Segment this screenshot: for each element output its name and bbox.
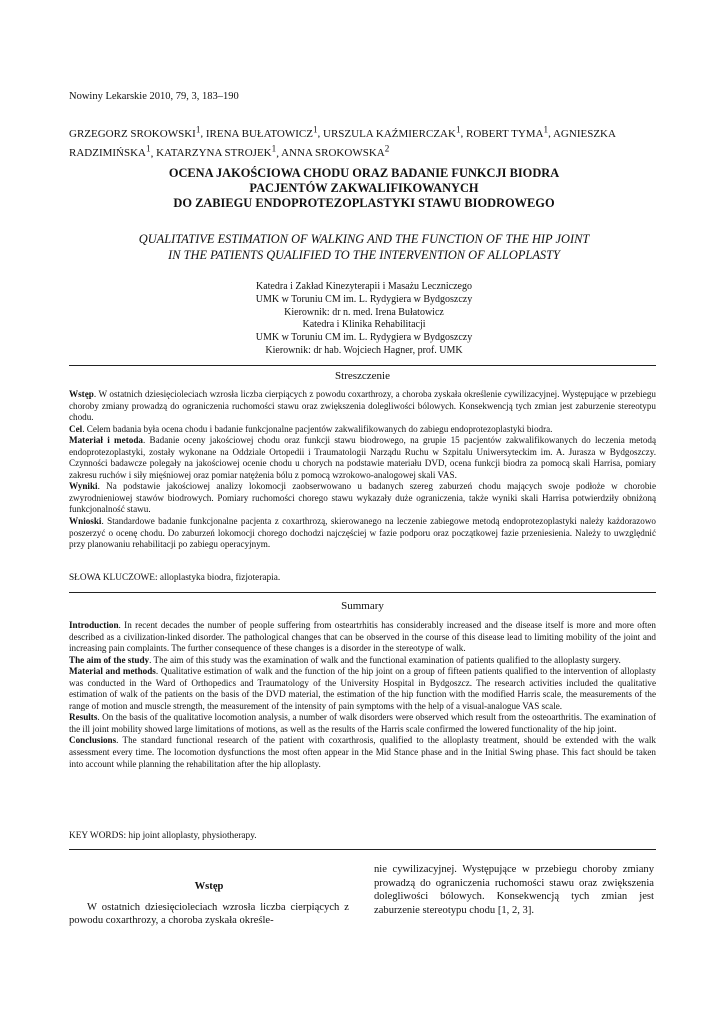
abstract-paragraph: Conclusions. The standard functional research of the patient with coxarthrosis, qualified to the alloplasty treatment, should be extended with the walk assessment every time. The locomotion dysfunctions the most often appear in the Mid Stance phase and in the Initial Swing phase. This fact should be taken into account while planning the rehabilitation after the hip alloplasty. — [69, 735, 656, 769]
author-list: GRZEGORZ SROKOWSKI$^1$, IRENA BUŁATOWICZ$^1$, URSZULA KAŹMIERCZAK$^1$, ROBERT TYMA$^1$, AGNIESZKA RADZIMIŃSKA$^1$, KATARZYNA STROJEK$^1$, ANNA SROKOWSKA$^2$ — [69, 124, 616, 160]
abstract-paragraph: Material and methods. Qualitative estimation of walk and the function of the hip joint on a group of fifteen patients qualified to the intervention of alloplasty was conducted in the Ward of Orthopedics and Traumatology of the University Hospital in Bydgoszcz. The research activities included the qualitative estimation of walk of the patients on the basis of the DVD material, the estimation of the hip function with the modified Harris scale, the measurements of the range of motion and muscle strength, the measurement of the intensity of pain symptoms with the help of a visual-analogue VAS scale. — [69, 666, 656, 711]
abstract-paragraph: Wyniki. Na podstawie jakościowej analizy lokomocji zaobserwowano u badanych szereg zaburzeń chodu mających swoje podłoże w chorobie zwyrodnieniowej stawów biodrowych. Pomiary ruchomości chorego stawu wykazały duże ograniczenia, także wyniki skali Harrisa potwierdziły obniżoną funkcjonalność stawu. — [69, 481, 656, 515]
divider — [69, 592, 656, 593]
abstract-polish — [69, 389, 656, 551]
abstract-paragraph: The aim of the study. The aim of this study was the examination of walk and the functional examination of patients qualified to the alloplasty surgery. — [69, 654, 621, 665]
author: GRZEGORZ SROKOWSKI$^1$ — [69, 124, 201, 140]
author: URSZULA KAŹMIERCZAK$^1$ — [323, 124, 461, 140]
divider — [69, 365, 656, 366]
abstract-paragraph: Wnioski. Standardowe badanie funkcjonalne pacjenta z coxarthrozą, skierowanego na leczenie zabiegowe metodą endoprotezoplastyki należy każdorazowo poszerzyć o ocenę chodu. Do zaburzeń lokomocji chorego dochodzi najczęściej w fazie podporu oraz początkowej fazie przeniesienia. Należy to uwzględnić przy planowaniu rehabilitacji po zabiegu operacyjnym. — [69, 516, 656, 550]
author: ROBERT TYMA$^1$ — [466, 124, 549, 140]
section-heading: Wstęp — [194, 881, 224, 892]
body-paragraph: nie cywilizacyjnej. Występujące w przebiegu choroby zmiany prowadzą do ograniczenia ruchomości stawu oraz zwiększenia dolegliwości bólowych. Konsekwencją tych zmian jest zaburzenie stereotypu chodu [1, 2, 3]. — [374, 864, 654, 916]
summary-heading: Summary — [341, 600, 384, 612]
divider — [69, 849, 656, 850]
title-english: QUALITATIVE ESTIMATION OF WALKING AND THE FUNCTION OF THE HIP JOINT IN THE PATIENTS QUALIFIED TO THE INTERVENTION OF ALLOPLASTY — [138, 232, 590, 262]
affiliation: Katedra i Zakład Kinezyterapii i Masażu Leczniczego UMK w Toruniu CM im. L. Rydygiera w Bydgoszczy Kierownik: dr n. med. Irena Bułatowicz Katedra i Klinika Rehabilitacji UMK w Toruniu CM im. L. Rydygiera w Bydgoszczy Kierownik: dr hab. Wojciech Hagner, prof. UMK — [255, 281, 473, 356]
title-polish: OCENA JAKOŚCIOWA CHODU ORAZ BADANIE FUNKCJI BIODRA PACJENTÓW ZAKWALIFIKOWANYCH DO ZABIEGU ENDOPROTEZOPLASTYKI STAWU BIODROWEGO — [168, 166, 560, 210]
body-column-left — [69, 880, 349, 928]
author: IRENA BUŁATOWICZ$^1$ — [205, 124, 318, 140]
streszczenie-heading: Streszczenie — [335, 370, 390, 382]
abstract-paragraph: Materiał i metoda. Badanie oceny jakościowej chodu oraz funkcji stawu biodrowego, na grupie 15 pacjentów zakwalifikowanych do leczenia metodą endoprotezoplastyki, zostały wykonane na Oddziale Ortopedii i Traumatologii Narządu Ruchu w Szpitalu Uniwersyteckim im. A. Jurasza w Bydgoszczy. Czynności badawcze polegały na jakościowej ocenie chodu u chorych na podstawie materiału DVD, ocena funkcji biodra za pomocą skali Harrisa, pomiary zakresu ruchów i siły mięśniowej oraz pomiar natężenia bólu z pomocą wzrokowo-analogowej skali VAS. — [69, 435, 656, 480]
journal-citation: Nowiny Lekarskie 2010, 79, 3, 183–190 — [69, 91, 239, 102]
body-column-right — [374, 863, 654, 917]
keywords-polish: SŁOWA KLUCZOWE: alloplastyka biodra, fizjoterapia. — [69, 573, 281, 583]
keywords-english: KEY WORDS: hip joint alloplasty, physiotherapy. — [69, 831, 257, 841]
author: AGNIESZKA RADZIMIŃSKA$^1$ — [69, 127, 616, 160]
author: ANNA SROKOWSKA$^2$ — [281, 143, 390, 160]
abstract-paragraph: Results. On the basis of the qualitative locomotion analysis, a number of walk disorders were observed which result from the osteoarthritis. The examination of the ill joint mobility showed large limitations of motions, as well as the results of the Harris scale confirmed the lowered functionality of the hip joint. — [69, 712, 656, 734]
body-paragraph: W ostatnich dziesięcioleciach wzrosła liczba cierpiących z powodu coxarthrozy, a choroba zyskała określe- — [69, 901, 349, 926]
author: KATARZYNA STROJEK$^1$ — [156, 143, 277, 160]
abstract-paragraph: Cel. Celem badania była ocena chodu i badanie funkcjonalne pacjentów zakwalifikowanych do zabiegu endoprotezoplastyki biodra. — [69, 423, 553, 434]
abstract-paragraph: Wstęp. W ostatnich dziesięcioleciach wzrosła liczba cierpiących z powodu coxarthrozy, a choroba zyskała określenie cywilizacyjnej. Występujące w przebiegu choroby zmiany prowadzą do ograniczenia ruchomości stawu oraz zwiększenia dolegliwości bólowych. Konsekwencją tych zmian jest zaburzenie stereotypu chodu. — [69, 389, 656, 423]
abstract-english — [69, 620, 656, 770]
abstract-paragraph: Introduction. In recent decades the number of people suffering from osteartrhitis has considerably increased and the disease itself is more and more often described as a civilization-linked disorder. The pathological changes that can be observed in the course of this disease lead to limiting mobility of the joint and increasing pain complaints. The further consequence of these changes is a disorder in the stereotype of walk. — [69, 620, 656, 654]
